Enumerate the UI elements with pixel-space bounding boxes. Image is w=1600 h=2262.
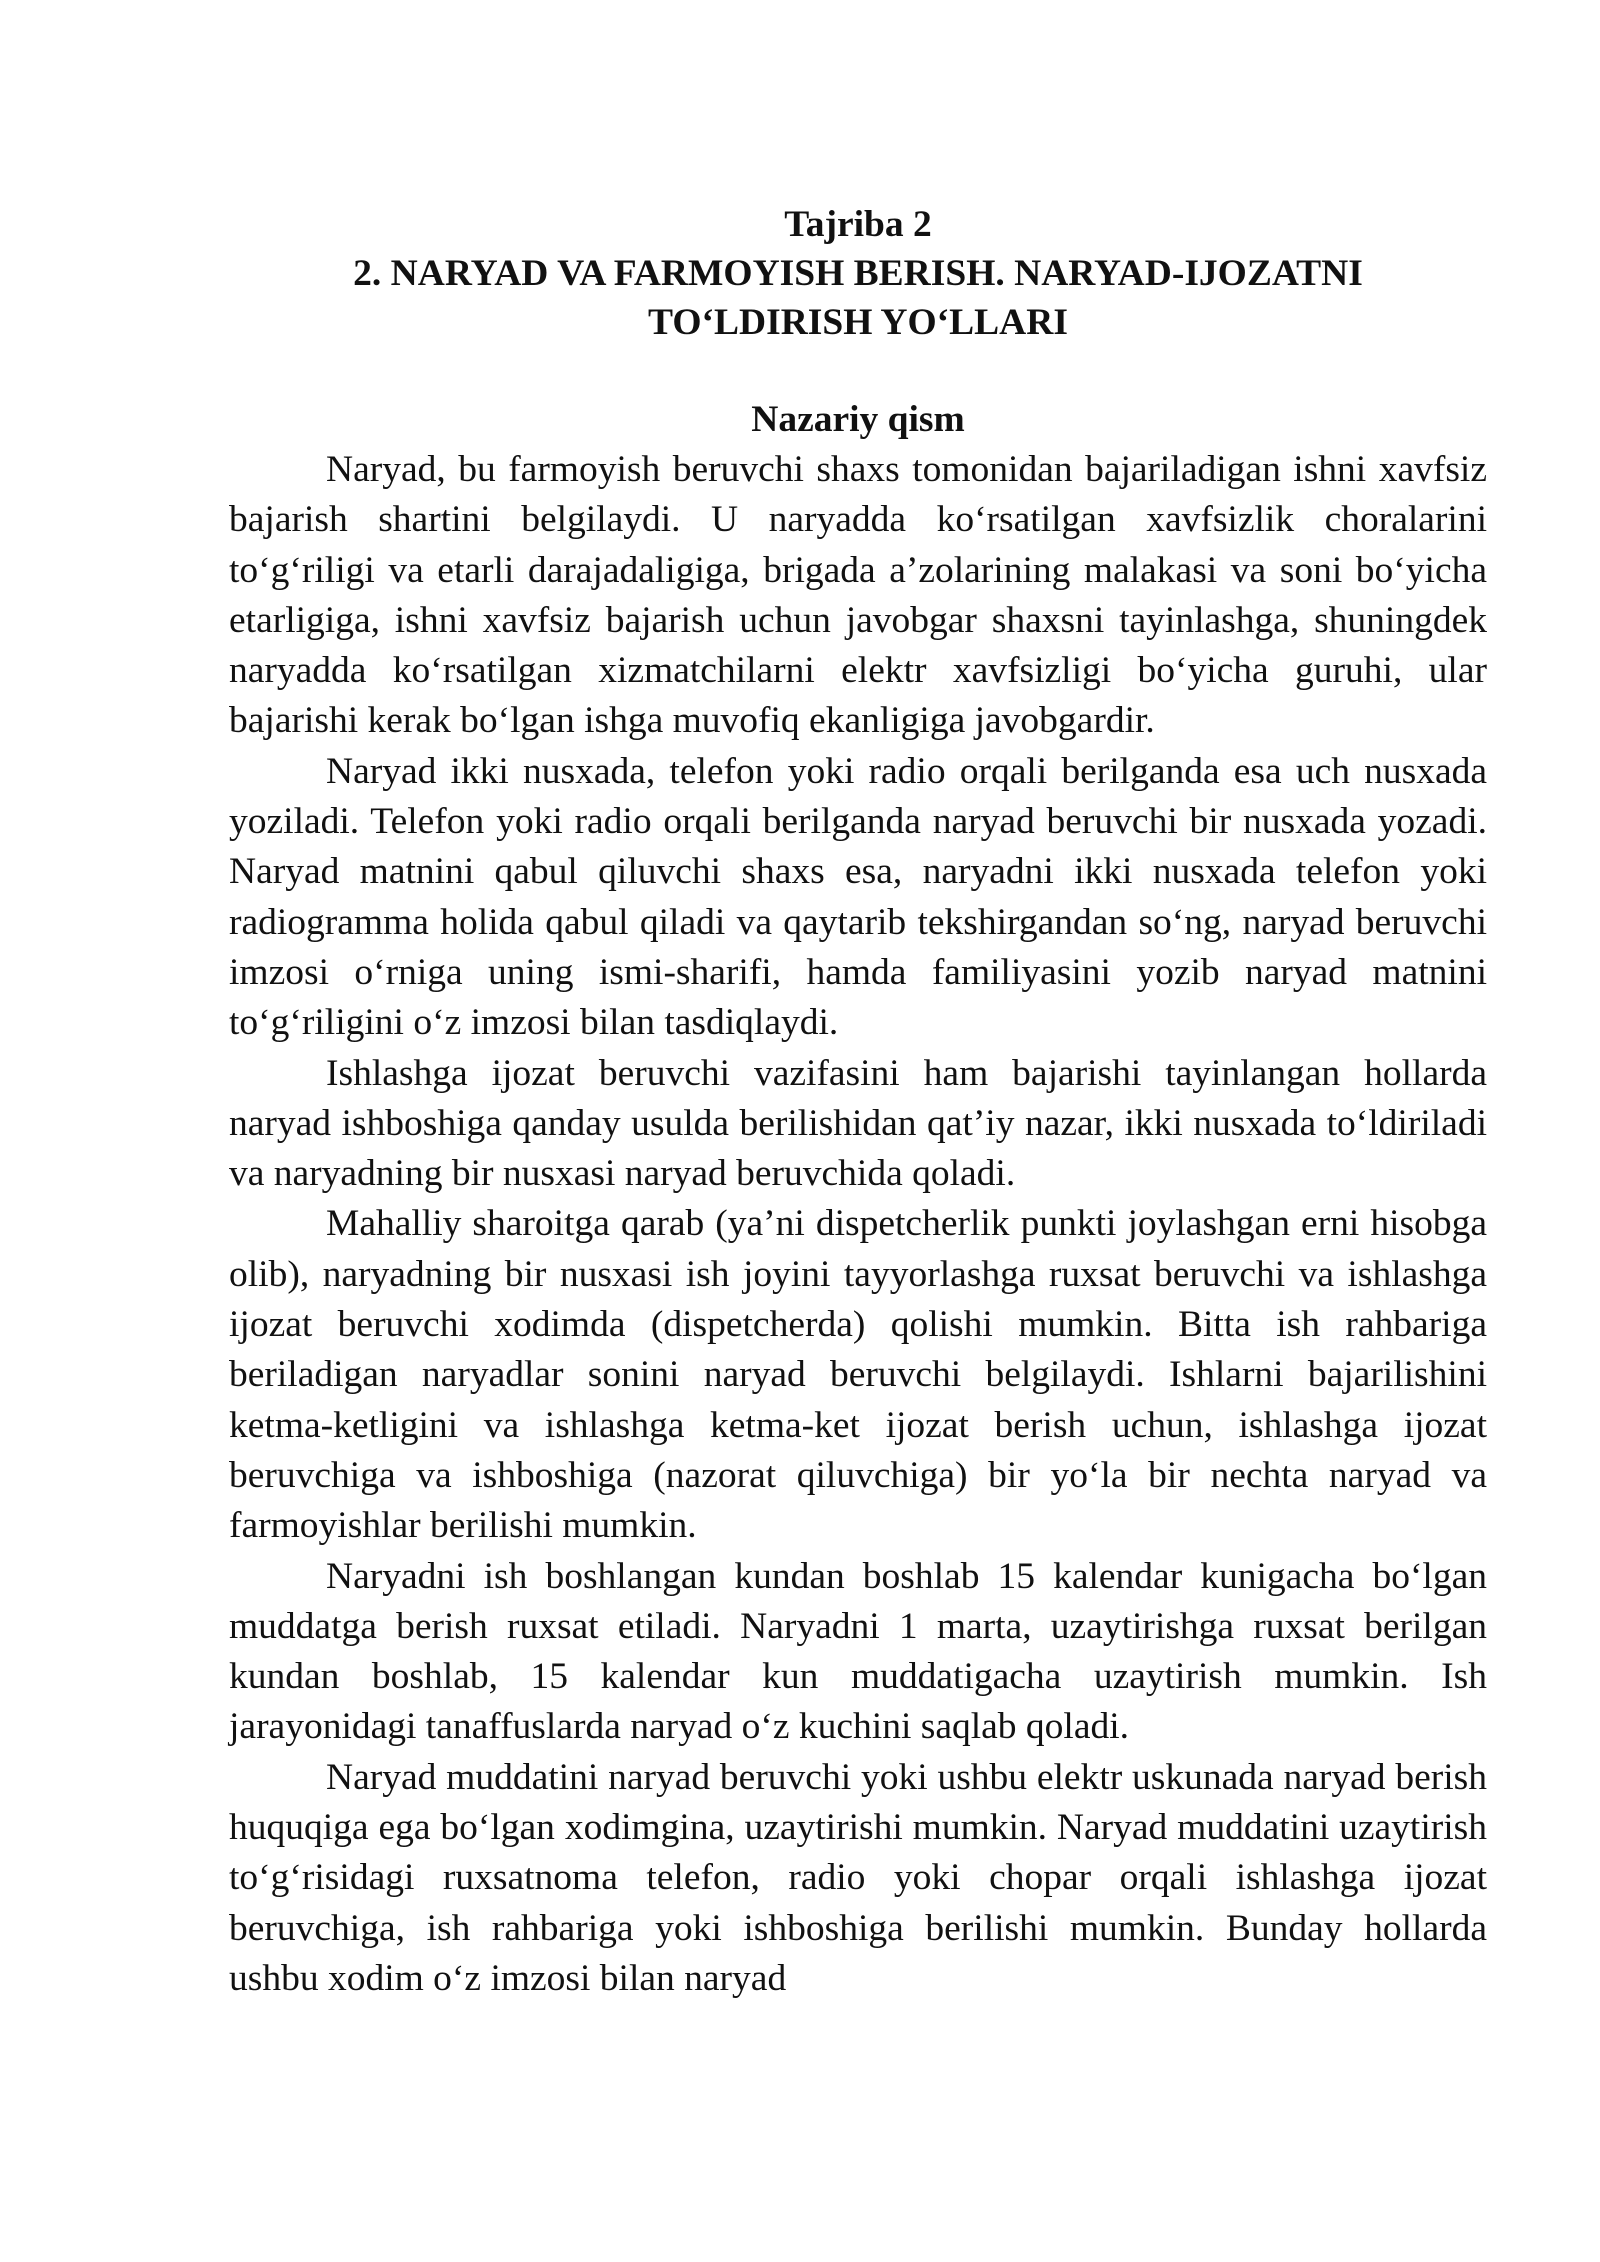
- paragraph-4: Mahalliy sharoitga qarab (ya’ni dispetcherlik punkti joylashgan erni hisobga olib), naryadning bir nusxasi ish joyini tayyorlashga ruxsat beruvchi va ishlashga ijozat beruvchi xodimda (dispetcherda) qolishi mumkin. Bitta ish rahbariga beriladigan naryadlar sonini naryad beruvchi belgilaydi. Ishlarni bajarilishini ketma-ketligini va ishlashga ketma-ket ijozat berish uchun, ishlashga ijozat beruvchiga va ishboshiga (nazorat qiluvchiga) bir yoʻla bir nechta naryad va farmoyishlar berilishi mumkin.: [229, 1203, 1487, 1547]
- lab-number-heading: Tajriba 2: [784, 204, 932, 245]
- paragraph-1: Naryad, bu farmoyish beruvchi shaxs tomonidan bajariladigan ishni xavfsiz bajarish shartini belgilaydi. U naryadda koʻrsatilgan xavfsizlik choralarini toʻgʻriligi va etarli darajadaligiga, brigada a’zolarining malakasi va soni boʻyicha etarligiga, ishni xavfsiz bajarish uchun javobgar shaxsni tayinlashga, shuningdek naryadda koʻrsatilgan xizmatchilarni elektr xavfsizligi boʻyicha guruhi, ular bajarishi kerak boʻlgan ishga muvofiq ekanligiga javobgardir.: [229, 449, 1487, 742]
- paragraph-6: Naryad muddatini naryad beruvchi yoki ushbu elektr uskunada naryad berish huquqiga ega boʻlgan xodimgina, uzaytirishi mumkin. Naryad muddatini uzaytirish toʻgʻrisidagi ruxsatnoma telefon, radio yoki chopar orqali ishlashga ijozat beruvchiga, ish rahbariga yoki ishboshiga berilishi mumkin. Bunday hollarda ushbu xodim oʻz imzosi bilan naryad: [229, 1756, 1487, 1999]
- section-title: Nazariy qism: [751, 399, 965, 440]
- chapter-title-line-1: 2. NARYAD VA FARMOYISH BERISH. NARYAD-IJOZATNI: [353, 253, 1363, 294]
- paragraph-5: Naryadni ish boshlangan kundan boshlab 15 kalendar kunigacha boʻlgan muddatga berish ruxsat etiladi. Naryadni 1 marta, uzaytirishga ruxsat berilgan kundan boshlab, 15 kalendar kun muddatigacha uzaytirish mumkin. Ish jarayonidagi tanaffuslarda naryad oʻz kuchini saqlab qoladi.: [229, 1555, 1487, 1748]
- paragraph-3: Ishlashga ijozat beruvchi vazifasini ham bajarishi tayinlangan hollarda naryad ishboshiga qanday usulda berilishidan qat’iy nazar, ikki nusxada toʻldiriladi va naryadning bir nusxasi naryad beruvchida qoladi.: [229, 1052, 1487, 1195]
- chapter-title-line-2: TOʻLDIRISH YOʻLLARI: [648, 302, 1068, 343]
- paragraph-2: Naryad ikki nusxada, telefon yoki radio orqali berilganda esa uch nusxada yoziladi. Telefon yoki radio orqali berilganda naryad beruvchi bir nusxada yozadi. Naryad matnini qabul qiluvchi shaxs esa, naryadni ikki nusxada telefon yoki radiogramma holida qabul qiladi va qaytarib tekshirgandan soʻng, naryad beruvchi imzosi oʻrniga uning ismi-sharifi, hamda familiyasini yozib naryad matnini toʻgʻriligini oʻz imzosi bilan tasdiqlaydi.: [229, 750, 1487, 1044]
- document-page: [229, 200, 1487, 2004]
- heading-spacer: [229, 347, 1487, 394]
